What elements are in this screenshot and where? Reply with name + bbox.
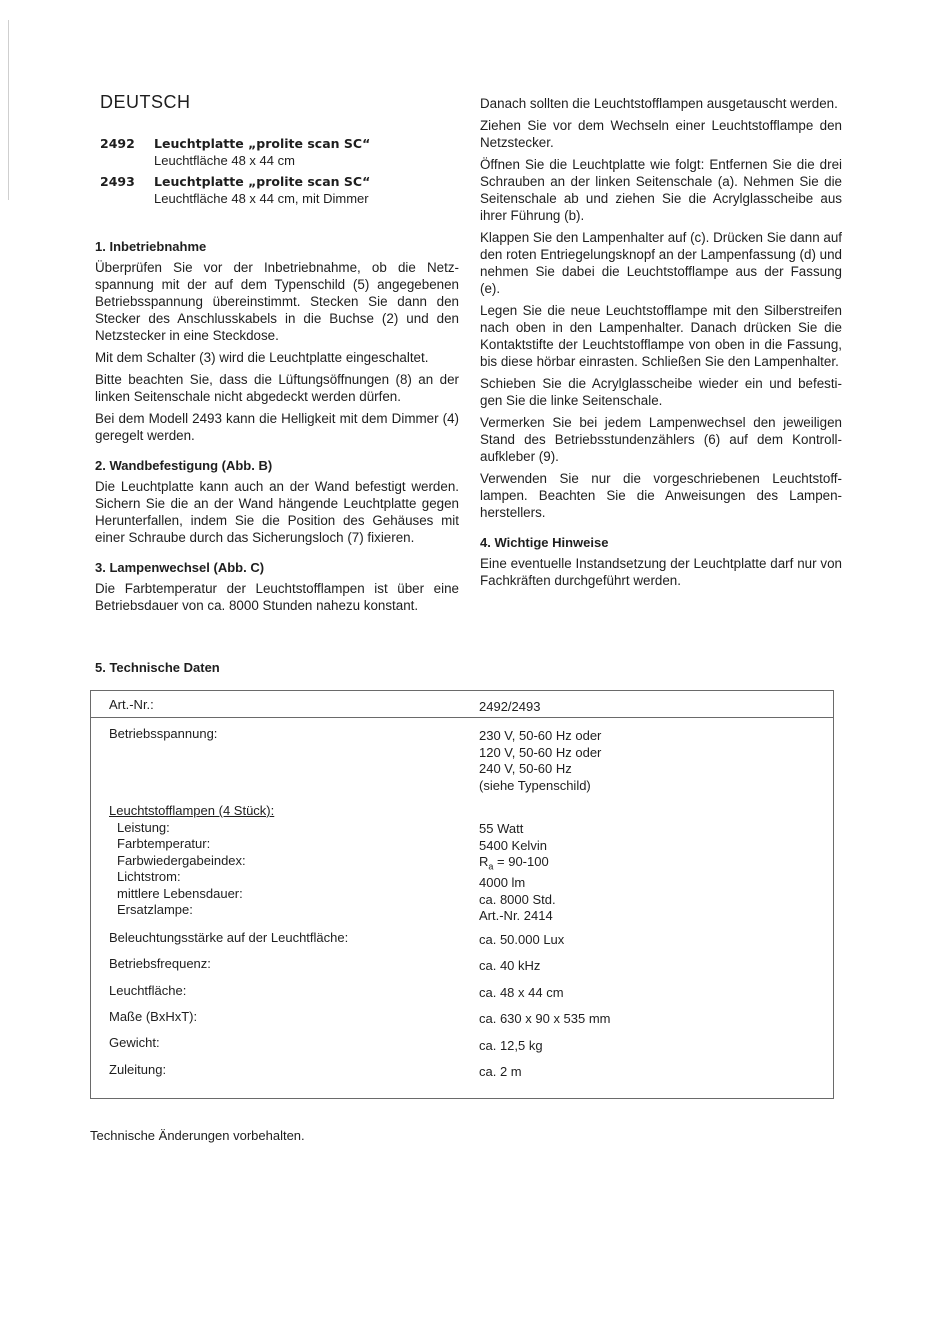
tech-value-row: ca. 2 m [479,1064,522,1079]
voltage-line: 120 V, 50-60 Hz oder [479,744,602,760]
section-heading: 4. Wichtige Hinweise [480,535,609,550]
voltage-line: (siehe Typenschild) [479,777,591,793]
tech-label-lamps [109,803,274,919]
tech-label-row: Leuchtfläche: [109,983,187,998]
paragraph: Eine eventuelle Instandsetzung der Leuchtplatte darf nur von Fachkräften durchgeführt werden. [480,556,842,588]
lamp-label: Lichtstrom: [117,869,181,884]
tech-value-row: ca. 48 x 44 cm [479,985,564,1000]
lamp-value: 5400 Kelvin [479,837,547,853]
lamp-label: Farbwiedergabeindex: [117,852,246,868]
tech-value-row: ca. 630 x 90 x 535 mm [479,1011,611,1026]
left-column [95,238,459,627]
product-item [100,135,460,169]
lamp-value: $R_a = 90-100$ [479,854,549,872]
lamp-label: Leistung: [117,819,170,835]
section-heading: 3. Lampenwechsel (Abb. C) [95,560,265,575]
product-item [100,173,460,207]
tech-label-voltage: Betriebsspannung: [109,726,218,741]
tech-label-row: Gewicht: [109,1035,160,1050]
product-name: Leuchtplatte „prolite scan SC“ [154,174,371,189]
voltage-line: 240 V, 50-60 Hz [479,761,572,776]
section-heading: 2. Wandbefestigung (Abb. B) [95,458,273,473]
product-number: 2492 [100,136,135,151]
product-name: Leuchtplatte „prolite scan SC“ [154,136,371,151]
paragraph: Bei dem Modell 2493 kann die Helligkeit mit dem Dimmer (4) geregelt werden. [95,411,459,443]
paragraph: Schieben Sie die Acrylglasscheibe wieder ein und befesti-gen Sie die linke Seitenschale. [480,376,842,408]
paragraph: Danach sollten die Leuchtstofflampen ausgetauscht werden. [480,96,838,111]
tech-heading: 5. Technische Daten [95,660,220,675]
lamps-heading: Leuchtstofflampen (4 Stück): [109,803,275,818]
paragraph: Ziehen Sie vor dem Wechseln einer Leuchtstofflampe den Netzstecker. [480,118,842,150]
tech-value-row: ca. 40 kHz [479,958,541,973]
product-area: Leuchtfläche 48 x 44 cm [154,153,295,168]
product-area: Leuchtfläche 48 x 44 cm, mit Dimmer [154,191,369,206]
product-list [100,135,460,211]
paragraph: Die Farbtemperatur der Leuchtstofflampen ist über eine Betriebsdauer von ca. 8000 Stunden nahezu konstant. [95,581,459,613]
lamp-value: 55 Watt [479,821,524,836]
paragraph: Überprüfen Sie vor der Inbetriebnahme, ob die Netz-spannung mit der auf dem Typenschild (5) angegebenen Betriebsspannung übereinstimmt. Stecken Sie dann den Stecker des Anschlusskabels in die Buchse (2) und den Netzstecker in eine Steckdose. [95,260,459,343]
lamp-label: Ersatzlampe: [117,902,193,917]
tech-label-row: Beleuchtungsstärke auf der Leuchtfläche: [109,930,349,945]
paragraph: Klappen Sie den Lampenhalter auf (c). Drücken Sie dann auf den roten Entriegelungsknopf an der Lampenfassung (d) und nehmen Sie dabei die Leuchtstofflampe aus der Fassung (e). [480,230,842,296]
section-wandbefestigung [95,457,459,546]
tech-table [90,690,834,1099]
lamp-value: Art.-Nr. 2414 [479,908,553,924]
section-inbetriebnahme [95,238,459,444]
paragraph: Mit dem Schalter (3) wird die Leuchtplatte eingeschaltet. [95,350,429,365]
voltage-line: 230 V, 50-60 Hz oder [479,728,602,743]
paragraph: Die Leuchtplatte kann auch an der Wand befestigt werden. Sichern Sie die an der Wand hängende Leuchtplatte gegen Herunterfallen, indem Sie die Position des Gehäuses mit einer Schraube durch das Sicherungsloch (7) fixieren. [95,479,459,545]
lamp-label: Farbtemperatur: [117,836,211,851]
tech-label-row: Betriebsfrequenz: [109,956,211,971]
footer-note: Technische Änderungen vorbehalten. [90,1128,305,1143]
product-number: 2493 [100,174,135,189]
section-hinweise [480,534,842,589]
tech-value-lamps [479,821,556,925]
section-heading: 1. Inbetriebnahme [95,239,207,254]
tech-value-art: 2492/2493 [479,699,541,714]
paragraph: Legen Sie die neue Leuchtstofflampe mit den Silberstreifen nach oben in den Lampenhalter. Danach drücken Sie die Kontaktstifte der Leuchtstofflampe von oben in die Fassung, bis diese hörbar einrasten. Schließen Sie den Lampenhalter. [480,303,842,369]
tech-label-row: Maße (BxHxT): [109,1009,198,1024]
right-column [480,95,842,602]
paragraph: Bitte beachten Sie, dass die Lüftungsöffnungen (8) an der linken Seitenschale nicht abgedeckt werden dürfen. [95,372,459,404]
tech-label-art: Art.-Nr.: [109,697,154,712]
paragraph: Verwenden Sie nur die vorgeschriebenen Leuchtstoff-lampen. Beachten Sie die Anweisungen des Lampen-herstellers. [480,471,842,520]
tech-value-voltage [479,728,601,794]
paragraph: Öffnen Sie die Leuchtplatte wie folgt: Entfernen Sie die drei Schrauben an der linken Seitenschale (a). Nehmen Sie die Seitenschale ab und ziehen Sie die Acrylglasscheibe aus ihrer Führung (b). [480,157,842,223]
table-divider [91,717,833,718]
section-lampenwechsel [95,559,459,614]
tech-value-row: ca. 50.000 Lux [479,932,565,947]
lamp-value: 4000 lm [479,875,526,891]
tech-value-row: ca. 12,5 kg [479,1038,543,1053]
lamp-value: ca. 8000 Std. [479,891,556,907]
tech-label-row: Zuleitung: [109,1062,167,1077]
lamp-label: mittlere Lebensdauer: [117,885,243,901]
section-lampenwechsel-cont [480,95,842,521]
paragraph: Vermerken Sie bei jedem Lampenwechsel den jeweiligen Stand des Betriebsstundenzählers (6) auf dem Kontroll-aufkleber (9). [480,415,842,464]
scan-edge-line [8,20,9,200]
language-heading: DEUTSCH [100,92,191,112]
